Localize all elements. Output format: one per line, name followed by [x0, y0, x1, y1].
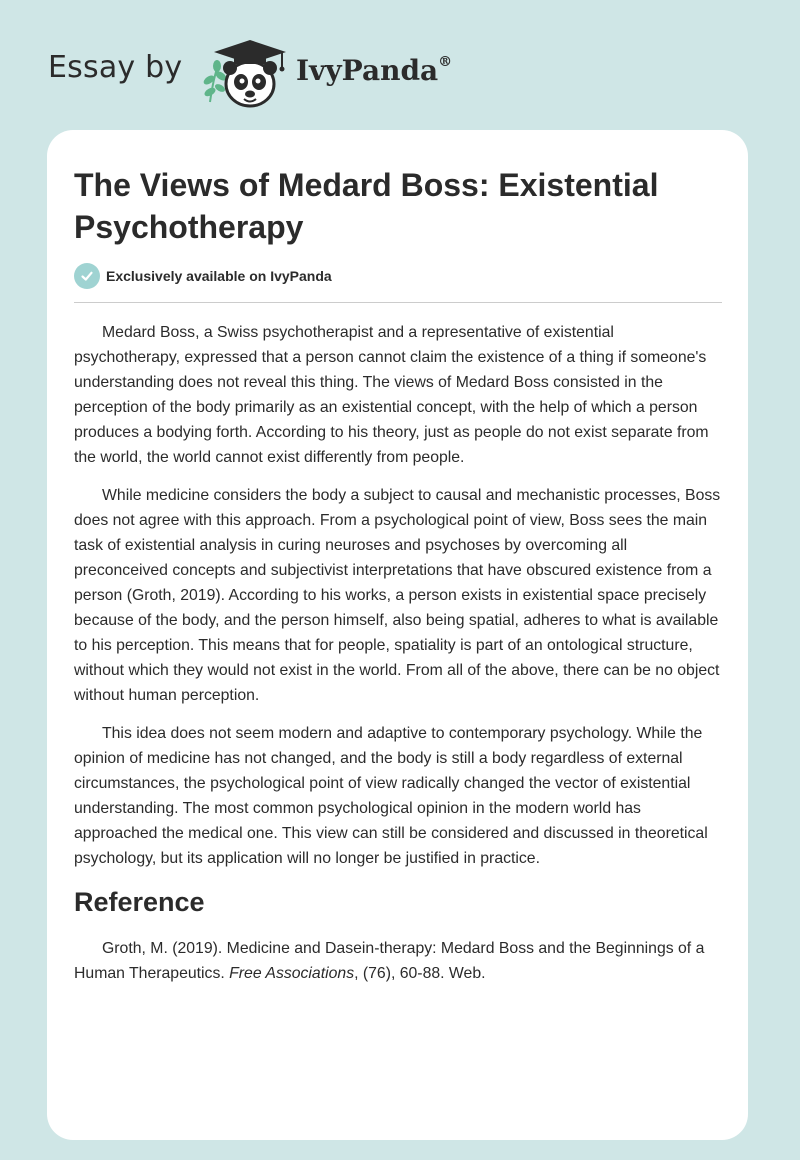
- panda-logo-icon[interactable]: [200, 36, 290, 110]
- reference-entry: Groth, M. (2019). Medicine and Dasein-therapy: Medard Boss and the Beginnings of a Human Therapeutics. Free Associations, (76), 60-88. Web.: [74, 940, 705, 982]
- paragraph: While medicine considers the body a subject to causal and mechanistic processes, Boss does not agree with this approach. From a psychological point of view, Boss sees the main task of existential analysis in curing neuroses and psychoses by overcoming all preconceived concepts and subjectivist interpretations that have obscured existence from a person (Groth, 2019). According to his works, a person exists in existential space precisely because of the body, and the person himself, also being spatial, adheres to what is available to his perception. This means that for people, spatiality is part of an ontological structure, without which they would not exist in the world. From all of the above, there can be no object without human perception.: [74, 487, 721, 704]
- site-header: [48, 30, 548, 110]
- essay-body: [74, 320, 724, 999]
- reference-heading: Reference: [74, 887, 205, 917]
- essay-by-label: Essay by: [48, 50, 183, 85]
- paragraph: Medard Boss, a Swiss psychotherapist and a representative of existential psychotherapy, expressed that a person cannot claim the existence of a thing if someone's understanding does not reveal this thing. The views of Medard Boss consisted in the perception of the body primarily as an existential concept, with the help of which a person produces a bodying forth. According to his theory, just as people do not exist separate from the world, the world cannot exist differently from people.: [74, 324, 709, 466]
- journal-title: Free Associations: [229, 965, 355, 982]
- page-title: The Views of Medard Boss: Existential Psychotherapy: [74, 167, 659, 245]
- paragraph: This idea does not seem modern and adaptive to contemporary psychology. While the opinion of medicine has not changed, and the body is still a body regardless of external circumstances, the psychological point of view radically changed the vector of existential understanding. The most common psychological opinion in the modern world has approached the medical one. This view can still be considered and discussed in theoretical psychology, but its application will no longer be justified in practice.: [74, 725, 708, 867]
- brand-name[interactable]: IvyPanda®: [296, 53, 453, 87]
- badge-label: Exclusively available on IvyPanda: [106, 268, 332, 284]
- essay-card: [47, 130, 748, 1140]
- divider: [74, 302, 722, 303]
- trademark-symbol: ®: [438, 53, 453, 70]
- exclusive-badge: [74, 263, 332, 289]
- check-circle-icon: [74, 263, 100, 289]
